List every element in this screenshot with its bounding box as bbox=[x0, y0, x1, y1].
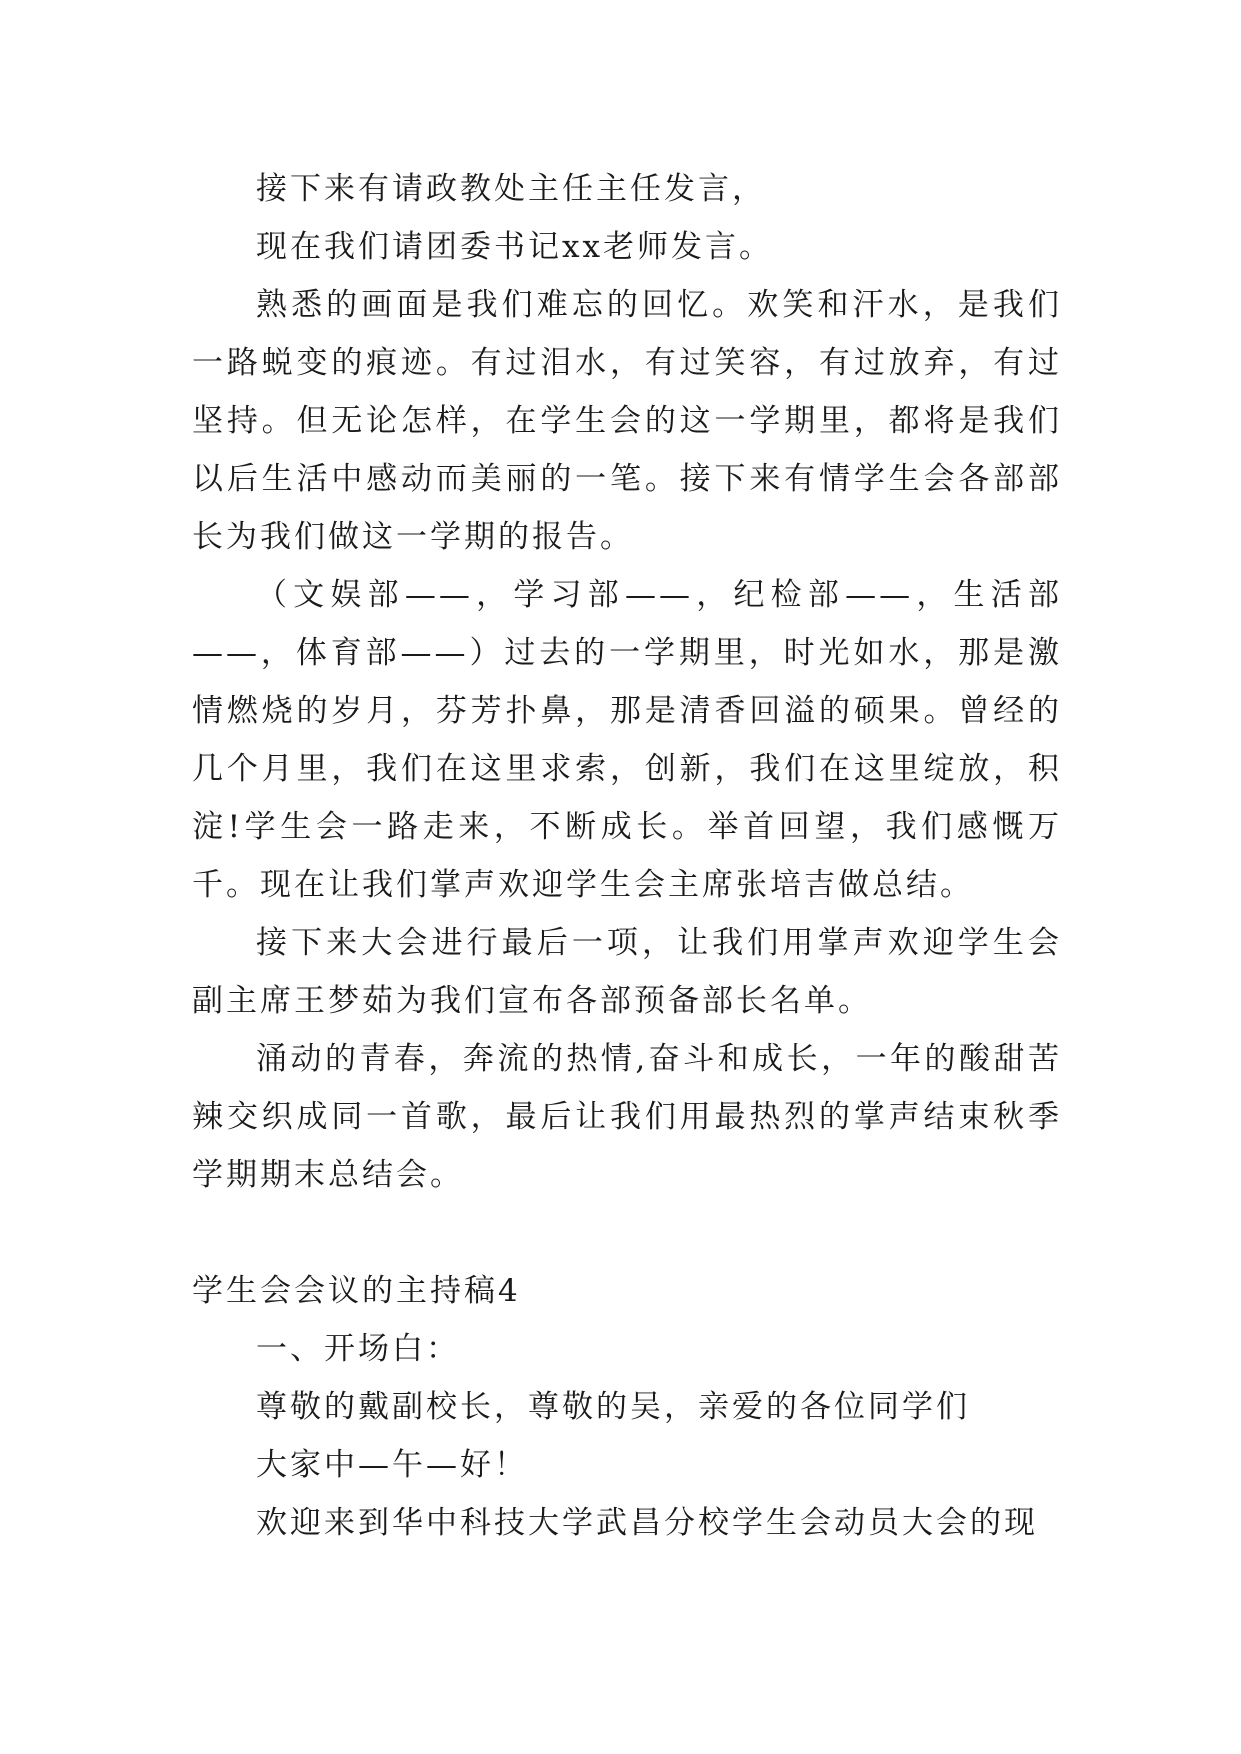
paragraph: 一、开场白： bbox=[256, 1331, 460, 1367]
paragraph: 大家中—午—好！ bbox=[256, 1447, 528, 1483]
paragraph: 熟悉的画面是我们难忘的回忆。欢笑和汗水，是我们一路蜕变的痕迹。有过泪水，有过笑容，有过放弃，有过坚持。但无论怎样，在学生会的这一学期里，都将是我们以后生活中感动而美丽的一笔。接下来有情学生会各部部长为我们做这一学期的报告。 bbox=[192, 287, 1062, 555]
paragraph: （文娱部——，学习部——，纪检部——，生活部——，体育部——）过去的一学期里，时光如水，那是激情燃烧的岁月，芬芳扑鼻，那是清香回溢的硕果。曾经的几个月里，我们在这里求索，创新，我们在这里绽放，积淀!学生会一路走来，不断成长。举首回望，我们感慨万千。现在让我们掌声欢迎学生会主席张培吉做总结。 bbox=[192, 577, 1062, 903]
section-gap bbox=[192, 1204, 1062, 1262]
paragraph: 现在我们请团委书记xx老师发言。 bbox=[256, 229, 773, 265]
paragraph: 尊敬的戴副校长，尊敬的吴，亲爱的各位同学们 bbox=[256, 1389, 970, 1425]
document-body bbox=[192, 160, 1062, 1552]
paragraph: 欢迎来到华中科技大学武昌分校学生会动员大会的现 bbox=[256, 1505, 1038, 1541]
paragraph: 涌动的青春，奔流的热情,奋斗和成长，一年的酸甜苦辣交织成同一首歌，最后让我们用最热烈的掌声结束秋季学期期末总结会。 bbox=[192, 1041, 1062, 1193]
paragraph: 接下来有请政教处主任主任发言， bbox=[256, 171, 766, 207]
section-title: 学生会会议的主持稿4 bbox=[192, 1273, 521, 1309]
paragraph: 接下来大会进行最后一项，让我们用掌声欢迎学生会副主席王梦茹为我们宣布各部预备部长名单。 bbox=[192, 925, 1062, 1019]
